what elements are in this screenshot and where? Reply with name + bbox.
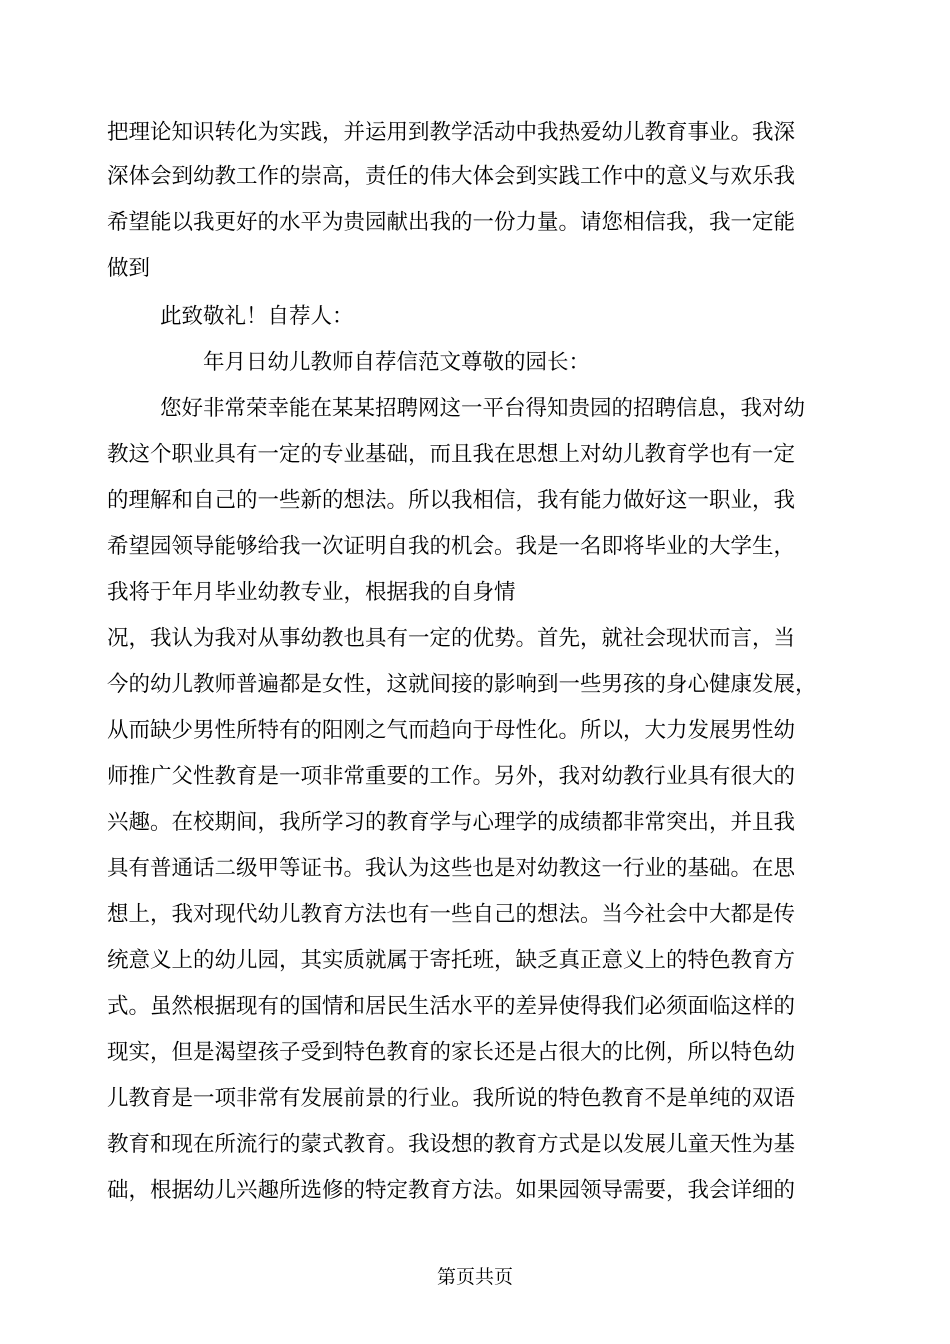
letter-heading: 年月日幼儿教师自荐信范文尊敬的园长： [203,350,591,375]
text-line: 师推广父性教育是一项非常重要的工作。另外，我对幼教行业具有很大的 [107,764,796,789]
text-line: 希望园领导能够给我一次证明自我的机会。我是一名即将毕业的大学生， [107,534,796,559]
text-line: 式。虽然根据现有的国情和居民生活水平的差异使得我们必须面临这样的 [107,994,796,1019]
text-line: 兴趣。在校期间，我所学习的教育学与心理学的成绩都非常突出，并且我 [107,810,796,835]
text-line: 今的幼儿教师普遍都是女性，这就间接的影响到一些男孩的身心健康发展， [107,672,817,697]
text-line: 您好非常荣幸能在某某招聘网这一平台得知贵园的招聘信息，我对幼 [160,396,806,421]
text-line: 况，我认为我对从事幼教也具有一定的优势。首先，就社会现状而言，当 [107,626,796,651]
closing-salutation: 此致敬礼！自荐人： [160,304,354,329]
text-line: 做到 [107,256,151,281]
text-line: 统意义上的幼儿园，其实质就属于寄托班，缺乏真正意义上的特色教育方 [107,948,796,973]
text-line: 想上，我对现代幼儿教育方法也有一些自己的想法。当今社会中大都是传 [107,902,796,927]
text-line: 具有普通话二级甲等证书。我认为这些也是对幼教这一行业的基础。在思 [107,856,796,881]
text-line: 希望能以我更好的水平为贵园献出我的一份力量。请您相信我，我一定能 [107,210,796,235]
text-line: 现实，但是渴望孩子受到特色教育的家长还是占很大的比例，所以特色幼 [107,1040,796,1065]
text-line: 础，根据幼儿兴趣所选修的特定教育方法。如果园领导需要，我会详细的 [107,1178,796,1203]
text-line: 的理解和自己的一些新的想法。所以我相信，我有能力做好这一职业，我 [107,488,796,513]
text-line: 从而缺少男性所特有的阳刚之气而趋向于母性化。所以，大力发展男性幼 [107,718,796,743]
page-footer: 第页共页 [436,1266,513,1288]
text-line: 教育和现在所流行的蒙式教育。我设想的教育方式是以发展儿童天性为基 [107,1132,796,1157]
text-line: 我将于年月毕业幼教专业，根据我的自身情 [107,580,516,605]
text-line: 教这个职业具有一定的专业基础，而且我在思想上对幼儿教育学也有一定 [107,442,796,467]
text-line: 深体会到幼教工作的崇高，责任的伟大体会到实践工作中的意义与欢乐我 [107,164,796,189]
text-line: 把理论知识转化为实践，并运用到教学活动中我热爱幼儿教育事业。我深 [107,120,796,145]
text-line: 儿教育是一项非常有发展前景的行业。我所说的特色教育不是单纯的双语 [107,1086,796,1111]
